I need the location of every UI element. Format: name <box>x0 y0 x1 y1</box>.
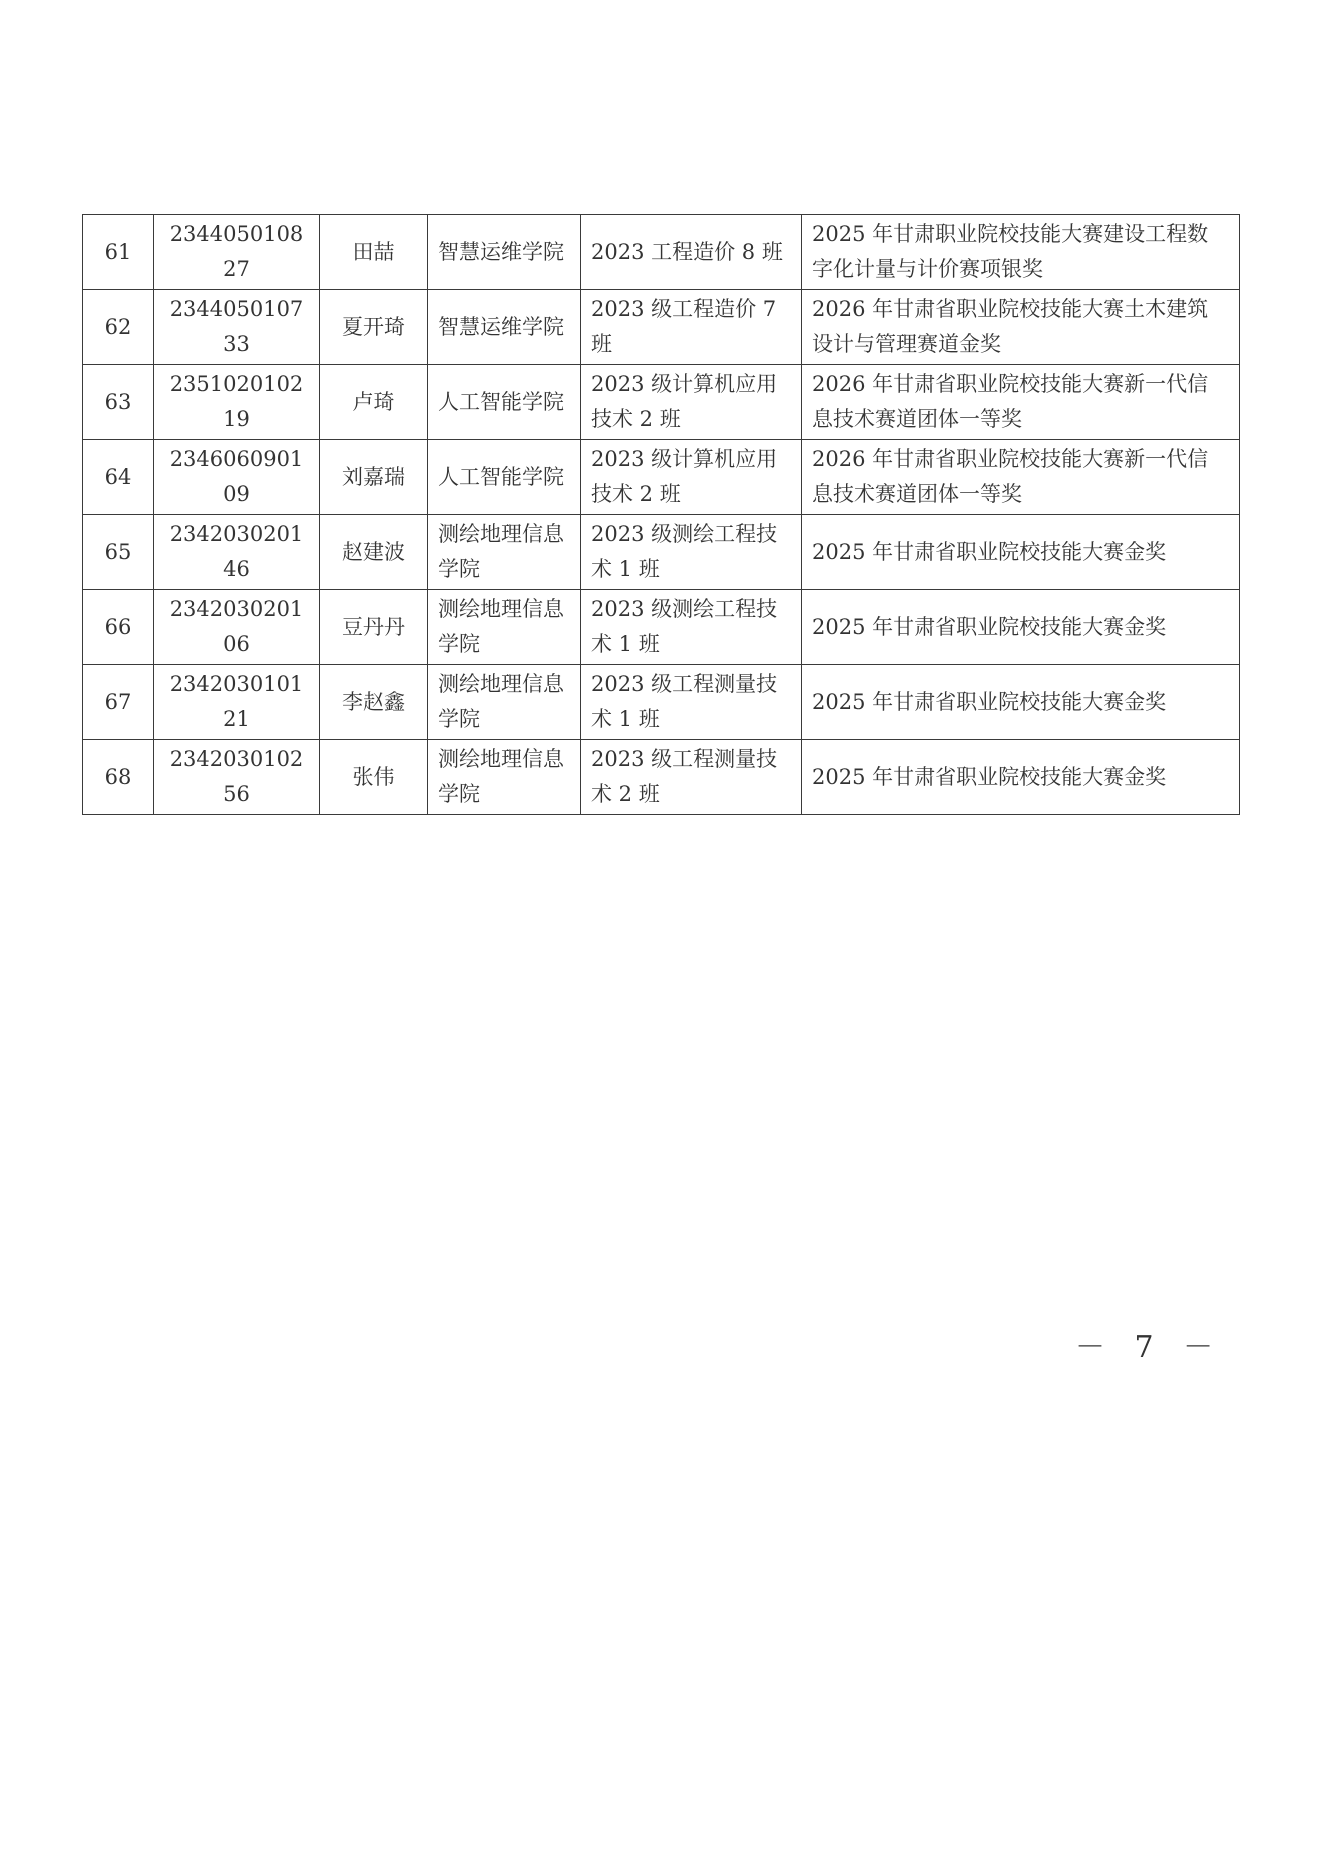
table-row <box>83 665 1240 740</box>
student-name-cell: 卢琦 <box>320 365 428 440</box>
row-number-cell: 64 <box>83 440 154 515</box>
table-row <box>83 740 1240 815</box>
table-row <box>83 215 1240 290</box>
student-id-cell: 234606090109 <box>154 440 320 515</box>
row-number-cell: 65 <box>83 515 154 590</box>
student-id-cell: 235102010219 <box>154 365 320 440</box>
row-number-cell: 62 <box>83 290 154 365</box>
class-cell: 2023 级测绘工程技术 1 班 <box>581 590 802 665</box>
college-cell: 测绘地理信息学院 <box>428 665 581 740</box>
table-row <box>83 590 1240 665</box>
college-cell: 人工智能学院 <box>428 365 581 440</box>
college-cell: 智慧运维学院 <box>428 290 581 365</box>
student-id-cell: 234203010256 <box>154 740 320 815</box>
college-cell: 人工智能学院 <box>428 440 581 515</box>
award-table-body <box>83 215 1240 815</box>
class-cell: 2023 级计算机应用技术 2 班 <box>581 365 802 440</box>
college-cell: 测绘地理信息学院 <box>428 740 581 815</box>
award-table <box>82 214 1240 815</box>
student-id-cell: 234203020146 <box>154 515 320 590</box>
award-cell: 2025 年甘肃职业院校技能大赛建设工程数字化计量与计价赛项银奖 <box>802 215 1240 290</box>
table-row <box>83 365 1240 440</box>
student-id-cell: 234203010121 <box>154 665 320 740</box>
student-name-cell: 刘嘉瑞 <box>320 440 428 515</box>
table-row <box>83 290 1240 365</box>
college-cell: 智慧运维学院 <box>428 215 581 290</box>
award-cell: 2026 年甘肃省职业院校技能大赛新一代信息技术赛道团体一等奖 <box>802 365 1240 440</box>
table-row <box>83 440 1240 515</box>
table-row <box>83 515 1240 590</box>
student-name-cell: 夏开琦 <box>320 290 428 365</box>
row-number-cell: 68 <box>83 740 154 815</box>
row-number-cell: 63 <box>83 365 154 440</box>
class-cell: 2023 工程造价 8 班 <box>581 215 802 290</box>
class-cell: 2023 级测绘工程技术 1 班 <box>581 515 802 590</box>
row-number-cell: 66 <box>83 590 154 665</box>
class-cell: 2023 级工程测量技术 2 班 <box>581 740 802 815</box>
award-cell: 2025 年甘肃省职业院校技能大赛金奖 <box>802 590 1240 665</box>
row-number-cell: 61 <box>83 215 154 290</box>
student-name-cell: 豆丹丹 <box>320 590 428 665</box>
award-cell: 2025 年甘肃省职业院校技能大赛金奖 <box>802 665 1240 740</box>
student-id-cell: 234405010827 <box>154 215 320 290</box>
class-cell: 2023 级计算机应用技术 2 班 <box>581 440 802 515</box>
award-cell: 2025 年甘肃省职业院校技能大赛金奖 <box>802 740 1240 815</box>
student-name-cell: 李赵鑫 <box>320 665 428 740</box>
student-name-cell: 张伟 <box>320 740 428 815</box>
page-number: － 7 － <box>1075 1330 1224 1365</box>
award-cell: 2025 年甘肃省职业院校技能大赛金奖 <box>802 515 1240 590</box>
row-number-cell: 67 <box>83 665 154 740</box>
class-cell: 2023 级工程造价 7 班 <box>581 290 802 365</box>
student-id-cell: 234405010733 <box>154 290 320 365</box>
class-cell: 2023 级工程测量技术 1 班 <box>581 665 802 740</box>
student-id-cell: 234203020106 <box>154 590 320 665</box>
college-cell: 测绘地理信息学院 <box>428 590 581 665</box>
college-cell: 测绘地理信息学院 <box>428 515 581 590</box>
student-name-cell: 田喆 <box>320 215 428 290</box>
award-cell: 2026 年甘肃省职业院校技能大赛新一代信息技术赛道团体一等奖 <box>802 440 1240 515</box>
student-name-cell: 赵建波 <box>320 515 428 590</box>
award-cell: 2026 年甘肃省职业院校技能大赛土木建筑设计与管理赛道金奖 <box>802 290 1240 365</box>
